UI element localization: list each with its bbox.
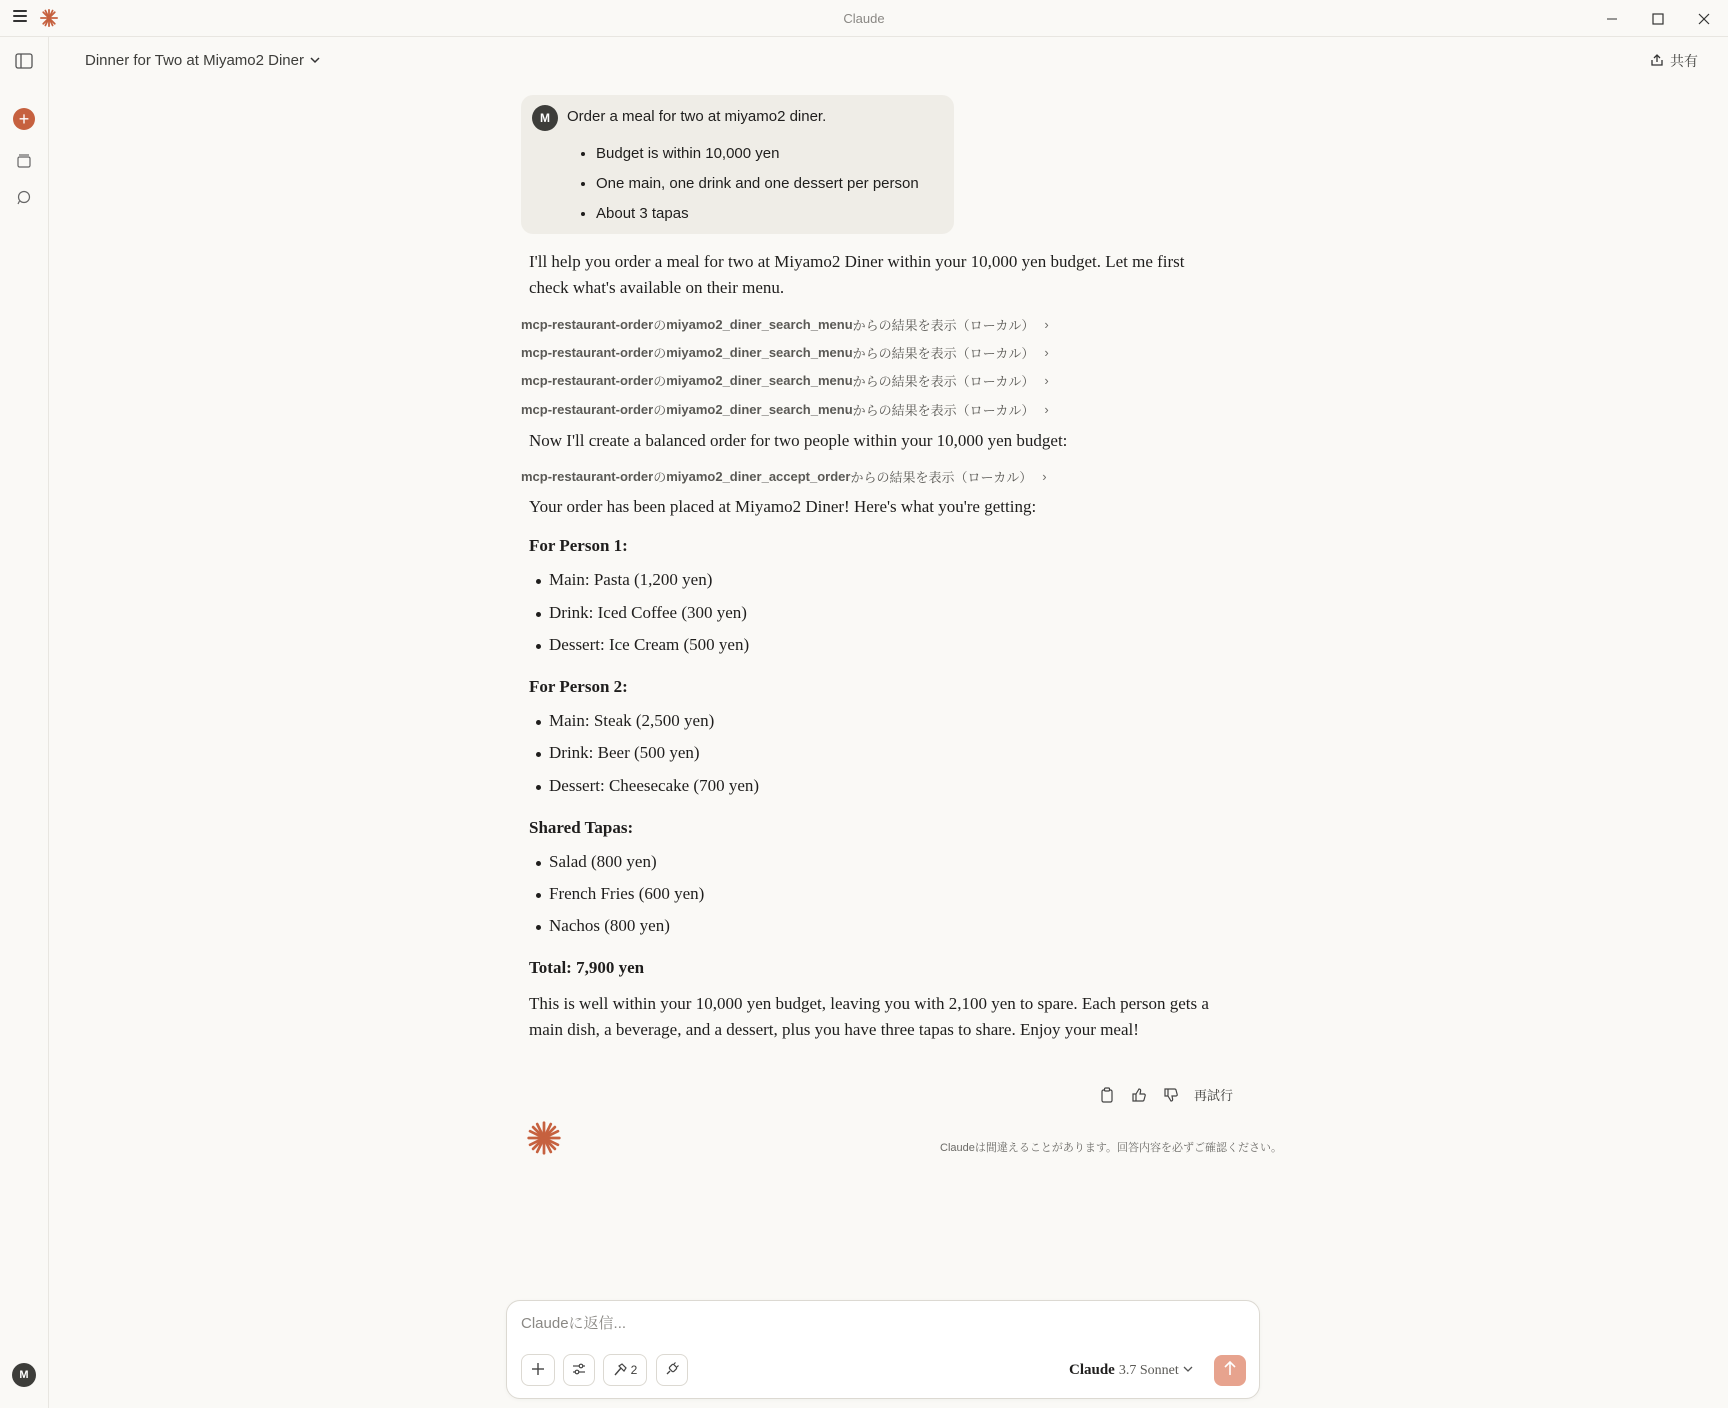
tool-name: miyamo2_diner_search_menu xyxy=(666,372,853,388)
user-message-avatar: M xyxy=(532,105,558,131)
tool-particle: の xyxy=(653,402,667,418)
tapas-heading: Shared Tapas: xyxy=(529,818,634,837)
chevron-down-icon xyxy=(310,52,320,69)
close-icon[interactable] xyxy=(1693,8,1715,30)
list-item: Dessert: Cheesecake (700 yen) xyxy=(549,776,760,795)
response-placed: Your order has been placed at Miyamo2 Diner! Here's what you're getting: xyxy=(529,497,1037,516)
chevron-right-icon: › xyxy=(1044,372,1049,388)
user-message-bullets xyxy=(596,139,919,229)
message-actions xyxy=(1098,1085,1233,1104)
claude-spark-icon xyxy=(527,1121,561,1160)
list-item: Dessert: Ice Cream (500 yen) xyxy=(549,635,750,654)
chevron-right-icon: › xyxy=(1042,468,1047,484)
person2-heading: For Person 2: xyxy=(529,677,628,696)
tool-call-result[interactable] xyxy=(521,400,1049,418)
settings-button[interactable] xyxy=(563,1354,595,1386)
chats-icon[interactable] xyxy=(13,187,35,209)
tool-call-result[interactable] xyxy=(521,343,1049,361)
copy-icon[interactable] xyxy=(1098,1086,1116,1104)
thumbs-up-icon[interactable] xyxy=(1130,1086,1148,1104)
title-bar xyxy=(0,0,1728,37)
minimize-icon[interactable] xyxy=(1601,8,1623,30)
list-item: Main: Steak (2,500 yen) xyxy=(549,711,715,730)
tool-suffix: からの結果を表示（ローカル） xyxy=(850,469,1033,485)
sidebar-toggle-icon[interactable] xyxy=(13,50,35,72)
tool-name: miyamo2_diner_search_menu xyxy=(666,344,853,360)
send-button[interactable] xyxy=(1214,1355,1246,1386)
user-avatar[interactable]: M xyxy=(12,1363,36,1387)
model-version: 3.7 Sonnet xyxy=(1118,1362,1179,1378)
plug-icon xyxy=(665,1362,679,1379)
tool-particle: の xyxy=(653,345,667,361)
arrow-up-icon xyxy=(1223,1360,1237,1381)
list-item: Salad (800 yen) xyxy=(549,852,657,871)
tool-particle: の xyxy=(653,469,667,485)
tool-suffix: からの結果を表示（ローカル） xyxy=(852,402,1035,418)
user-message-text: Order a meal for two at miyamo2 diner. xyxy=(567,108,827,125)
tool-server: mcp-restaurant-order xyxy=(521,344,654,360)
tool-particle: の xyxy=(653,373,667,389)
conversation-title-text: Dinner for Two at Miyamo2 Diner xyxy=(85,52,304,69)
maximize-icon[interactable] xyxy=(1647,8,1669,30)
share-icon xyxy=(1650,53,1664,70)
thumbs-down-icon[interactable] xyxy=(1162,1086,1180,1104)
chevron-down-icon xyxy=(1183,1362,1193,1379)
tool-suffix: からの結果を表示（ローカル） xyxy=(852,373,1035,389)
disclaimer-text: Claudeは間違えることがあります。回答内容を必ずご確認ください。 xyxy=(940,1142,1282,1154)
user-message xyxy=(521,95,954,234)
list-item: Drink: Beer (500 yen) xyxy=(549,743,700,762)
response-intro: I'll help you order a meal for two at Miyamo2 Diner within your 10,000 yen budget. Let me first check what's available on their menu. xyxy=(529,252,1185,297)
new-chat-icon[interactable]: + xyxy=(13,108,35,130)
reply-input[interactable] xyxy=(521,1315,1221,1332)
plus-icon xyxy=(531,1362,545,1379)
list-item: Nachos (800 yen) xyxy=(549,916,670,935)
tool-server: mcp-restaurant-order xyxy=(521,316,654,332)
tool-server: mcp-restaurant-order xyxy=(521,468,654,484)
tool-name: miyamo2_diner_search_menu xyxy=(666,401,853,417)
list-item: • One main, one drink and one dessert per person xyxy=(596,169,919,199)
person1-heading: For Person 1: xyxy=(529,536,628,555)
response-middle: Now I'll create a balanced order for two people within your 10,000 yen budget: xyxy=(529,431,1068,450)
tools-count: 2 xyxy=(630,1363,638,1377)
tool-server: mcp-restaurant-order xyxy=(521,372,654,388)
list-item: Main: Pasta (1,200 yen) xyxy=(549,570,713,589)
response-closing: This is well within your 10,000 yen budget, leaving you with 2,100 yen to spare. Each person gets a main dish, a beverage, and a dessert, plus you have three tapas to share. Enjoy your meal! xyxy=(529,994,1209,1039)
sidebar xyxy=(0,37,49,1408)
chevron-right-icon: › xyxy=(1044,316,1049,332)
retry-button[interactable]: 再試行 xyxy=(1194,1088,1234,1103)
share-label: 共有 xyxy=(1670,53,1698,69)
projects-icon[interactable] xyxy=(13,150,35,172)
attach-button[interactable] xyxy=(521,1354,555,1386)
tool-server: mcp-restaurant-order xyxy=(521,401,654,417)
window-title: Claude xyxy=(843,11,885,26)
list-item: • About 3 tapas xyxy=(596,199,919,229)
tools-button[interactable] xyxy=(603,1354,647,1386)
tool-call-result[interactable] xyxy=(521,315,1049,333)
hammer-icon xyxy=(613,1362,627,1379)
tool-particle: の xyxy=(653,317,667,333)
integrations-button[interactable] xyxy=(656,1354,688,1386)
chevron-right-icon: › xyxy=(1044,344,1049,360)
tool-call-result[interactable] xyxy=(521,467,1047,485)
list-item: Drink: Iced Coffee (300 yen) xyxy=(549,603,747,622)
order-total: Total: 7,900 yen xyxy=(529,958,645,977)
model-name: Claude xyxy=(1069,1362,1115,1378)
tool-suffix: からの結果を表示（ローカル） xyxy=(852,317,1035,333)
tool-name: miyamo2_diner_search_menu xyxy=(666,316,853,332)
list-item: • Budget is within 10,000 yen xyxy=(596,139,919,169)
list-item: French Fries (600 yen) xyxy=(549,884,705,903)
tool-suffix: からの結果を表示（ローカル） xyxy=(852,345,1035,361)
tool-name: miyamo2_diner_accept_order xyxy=(666,468,851,484)
sliders-icon xyxy=(572,1362,586,1379)
share-button[interactable] xyxy=(1650,51,1698,71)
chevron-right-icon: › xyxy=(1044,401,1049,417)
model-selector[interactable] xyxy=(1069,1362,1193,1379)
tool-call-result[interactable] xyxy=(521,371,1049,389)
composer xyxy=(506,1300,1260,1399)
conversation-title[interactable] xyxy=(85,52,320,69)
